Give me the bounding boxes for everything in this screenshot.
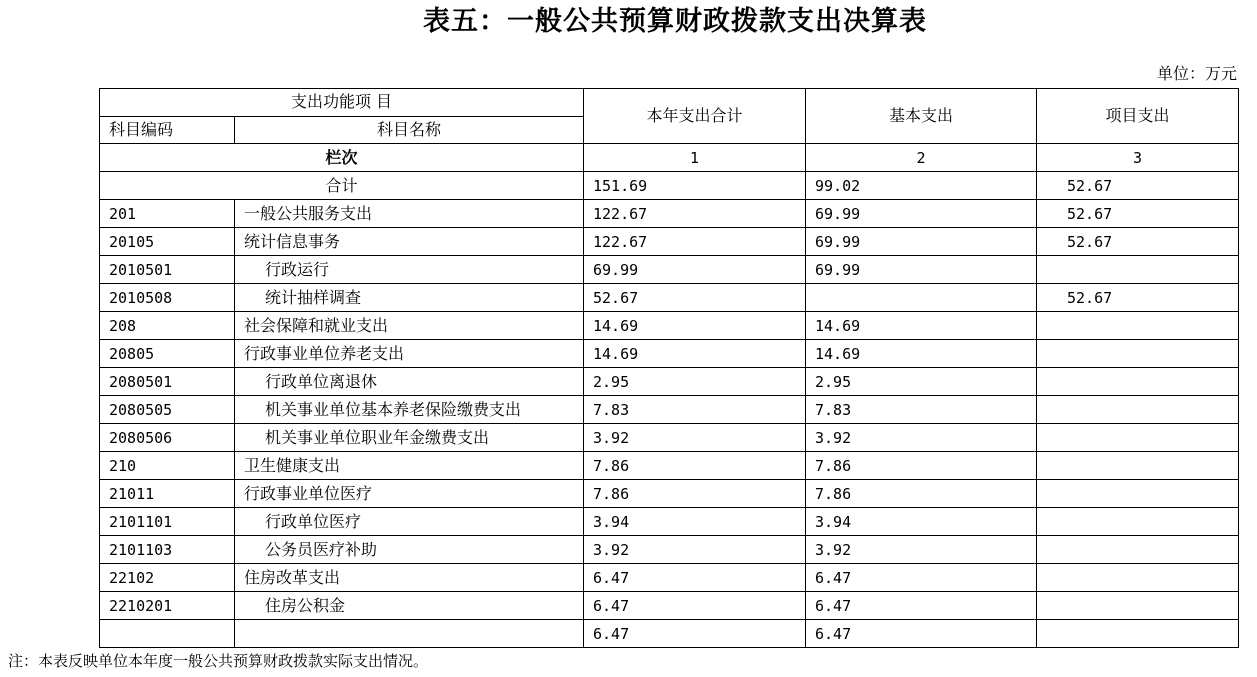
row-basic: 2.95 bbox=[806, 368, 1037, 396]
row-code: 22102 bbox=[100, 564, 235, 592]
row-total: 6.47 bbox=[584, 564, 806, 592]
header-row-1 bbox=[100, 89, 1239, 117]
table-row bbox=[100, 564, 1239, 592]
row-name: 统计抽样调查 bbox=[235, 284, 584, 312]
column-index-row bbox=[100, 144, 1239, 172]
row-basic: 6.47 bbox=[806, 564, 1037, 592]
table-row bbox=[100, 312, 1239, 340]
row-name: 公务员医疗补助 bbox=[235, 536, 584, 564]
row-code: 20105 bbox=[100, 228, 235, 256]
row-total: 14.69 bbox=[584, 340, 806, 368]
row-project bbox=[1037, 592, 1239, 620]
row-project bbox=[1037, 480, 1239, 508]
row-name: 行政运行 bbox=[235, 256, 584, 284]
budget-table bbox=[99, 88, 1239, 648]
row-project: 52.67 bbox=[1037, 228, 1239, 256]
row-total: 6.47 bbox=[584, 592, 806, 620]
row-project: 52.67 bbox=[1037, 200, 1239, 228]
row-code: 201 bbox=[100, 200, 235, 228]
table-row bbox=[100, 396, 1239, 424]
row-project bbox=[1037, 256, 1239, 284]
header-project: 项目支出 bbox=[1037, 89, 1239, 144]
row-total: 6.47 bbox=[584, 620, 806, 648]
table-body bbox=[100, 89, 1239, 648]
row-name: 卫生健康支出 bbox=[235, 452, 584, 480]
row-project bbox=[1037, 340, 1239, 368]
row-basic: 6.47 bbox=[806, 592, 1037, 620]
column-index-3: 3 bbox=[1037, 144, 1239, 172]
total-basic: 99.02 bbox=[806, 172, 1037, 200]
row-basic: 3.94 bbox=[806, 508, 1037, 536]
row-project bbox=[1037, 564, 1239, 592]
table-row bbox=[100, 368, 1239, 396]
row-name: 机关事业单位职业年金缴费支出 bbox=[235, 424, 584, 452]
row-basic: 7.83 bbox=[806, 396, 1037, 424]
row-code: 2101103 bbox=[100, 536, 235, 564]
header-total: 本年支出合计 bbox=[584, 89, 806, 144]
row-code: 208 bbox=[100, 312, 235, 340]
row-total: 7.86 bbox=[584, 452, 806, 480]
row-total: 69.99 bbox=[584, 256, 806, 284]
row-total: 2.95 bbox=[584, 368, 806, 396]
row-basic: 7.86 bbox=[806, 480, 1037, 508]
total-total: 151.69 bbox=[584, 172, 806, 200]
row-basic: 3.92 bbox=[806, 424, 1037, 452]
unit-label: 单位：万元 bbox=[1156, 64, 1237, 83]
row-code: 2101101 bbox=[100, 508, 235, 536]
row-total: 7.86 bbox=[584, 480, 806, 508]
row-name: 住房改革支出 bbox=[235, 564, 584, 592]
row-total: 3.92 bbox=[584, 536, 806, 564]
total-project: 52.67 bbox=[1037, 172, 1239, 200]
row-project bbox=[1037, 508, 1239, 536]
row-basic: 3.92 bbox=[806, 536, 1037, 564]
column-index-label: 栏次 bbox=[100, 144, 584, 172]
row-project: 52.67 bbox=[1037, 284, 1239, 312]
table-row bbox=[100, 200, 1239, 228]
row-code: 21011 bbox=[100, 480, 235, 508]
row-name: 社会保障和就业支出 bbox=[235, 312, 584, 340]
row-basic: 14.69 bbox=[806, 312, 1037, 340]
row-code: 2210201 bbox=[100, 592, 235, 620]
table-row bbox=[100, 536, 1239, 564]
row-code: 210 bbox=[100, 452, 235, 480]
table-row bbox=[100, 340, 1239, 368]
table-row bbox=[100, 452, 1239, 480]
row-basic: 69.99 bbox=[806, 228, 1037, 256]
table-row bbox=[100, 228, 1239, 256]
header-basic: 基本支出 bbox=[806, 89, 1037, 144]
table-row bbox=[100, 480, 1239, 508]
header-name: 科目名称 bbox=[235, 116, 584, 144]
row-project bbox=[1037, 368, 1239, 396]
row-total: 7.83 bbox=[584, 396, 806, 424]
row-name: 行政事业单位养老支出 bbox=[235, 340, 584, 368]
row-basic: 7.86 bbox=[806, 452, 1037, 480]
table-row bbox=[100, 424, 1239, 452]
row-name: 一般公共服务支出 bbox=[235, 200, 584, 228]
row-code: 2010508 bbox=[100, 284, 235, 312]
row-code bbox=[100, 620, 235, 648]
total-label: 合计 bbox=[100, 172, 584, 200]
row-total: 3.92 bbox=[584, 424, 806, 452]
table-row bbox=[100, 508, 1239, 536]
row-total: 52.67 bbox=[584, 284, 806, 312]
row-project bbox=[1037, 396, 1239, 424]
row-total: 14.69 bbox=[584, 312, 806, 340]
row-name: 机关事业单位基本养老保险缴费支出 bbox=[235, 396, 584, 424]
row-project bbox=[1037, 424, 1239, 452]
row-name: 住房公积金 bbox=[235, 592, 584, 620]
row-code: 2080506 bbox=[100, 424, 235, 452]
header-code: 科目编码 bbox=[100, 116, 235, 144]
table-row bbox=[100, 620, 1239, 648]
footnote: 注：本表反映单位本年度一般公共预算财政拨款实际支出情况。 bbox=[8, 652, 429, 670]
row-total: 122.67 bbox=[584, 228, 806, 256]
row-code: 2080501 bbox=[100, 368, 235, 396]
total-row bbox=[100, 172, 1239, 200]
row-total: 3.94 bbox=[584, 508, 806, 536]
row-name: 统计信息事务 bbox=[235, 228, 584, 256]
table-row bbox=[100, 284, 1239, 312]
column-index-2: 2 bbox=[806, 144, 1037, 172]
table-row bbox=[100, 256, 1239, 284]
row-project bbox=[1037, 312, 1239, 340]
column-index-1: 1 bbox=[584, 144, 806, 172]
row-basic: 69.99 bbox=[806, 256, 1037, 284]
page-title: 表五：一般公共预算财政拨款支出决算表 bbox=[423, 6, 927, 37]
row-project bbox=[1037, 536, 1239, 564]
table-row bbox=[100, 592, 1239, 620]
row-code: 20805 bbox=[100, 340, 235, 368]
header-func-item: 支出功能项 目 bbox=[100, 89, 584, 117]
row-basic: 6.47 bbox=[806, 620, 1037, 648]
row-project bbox=[1037, 620, 1239, 648]
row-code: 2080505 bbox=[100, 396, 235, 424]
row-project bbox=[1037, 452, 1239, 480]
row-name: 行政事业单位医疗 bbox=[235, 480, 584, 508]
row-code: 2010501 bbox=[100, 256, 235, 284]
row-name: 行政单位离退休 bbox=[235, 368, 584, 396]
row-total: 122.67 bbox=[584, 200, 806, 228]
row-basic: 14.69 bbox=[806, 340, 1037, 368]
row-name: 行政单位医疗 bbox=[235, 508, 584, 536]
row-name bbox=[235, 620, 584, 648]
row-basic bbox=[806, 284, 1037, 312]
row-basic: 69.99 bbox=[806, 200, 1037, 228]
